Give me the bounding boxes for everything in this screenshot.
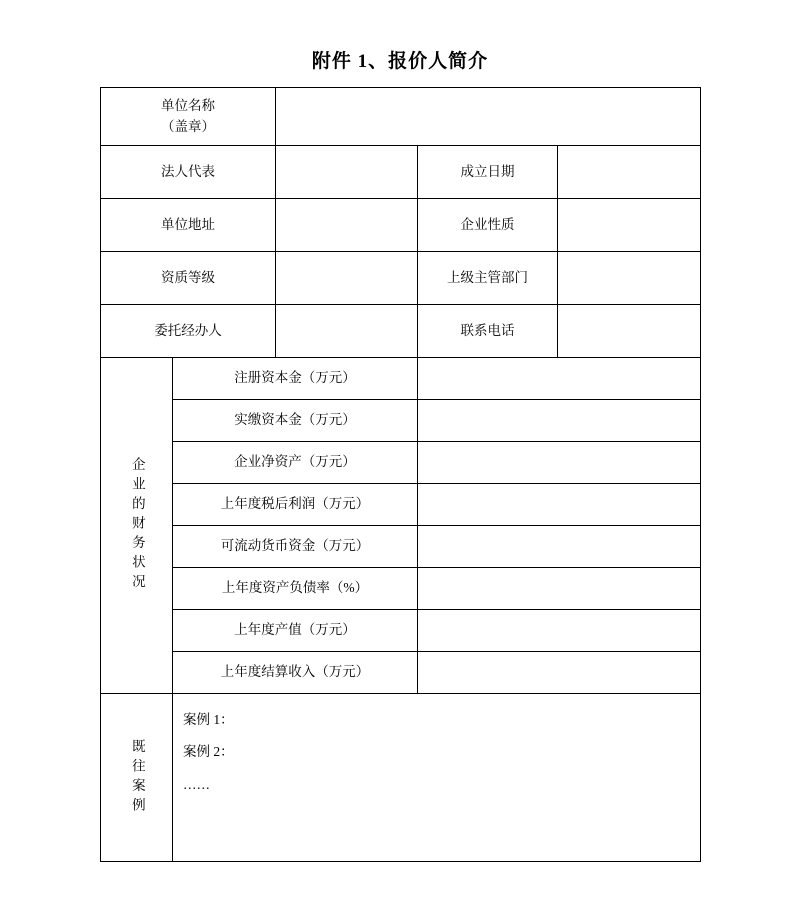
field-label-company-name (101, 88, 276, 146)
section-label-financial-status-text: 企业的财务状况 (129, 457, 145, 594)
case-line-3: …… (183, 776, 210, 792)
section-label-past-cases-text: 既往案例 (129, 738, 145, 817)
table-row (101, 358, 701, 400)
label-line-1: 单位名称 (161, 98, 215, 114)
field-label-enterprise-type: 企业性质 (418, 199, 558, 252)
case-line-2: 案例 2： (183, 744, 234, 760)
field-value-address[interactable] (276, 199, 418, 252)
field-value-output-value[interactable] (418, 610, 701, 652)
field-value-company-name[interactable] (276, 88, 701, 146)
field-label-registered-capital: 注册资本金（万元） (173, 358, 418, 400)
table-row (101, 484, 701, 526)
table-row (101, 694, 701, 862)
field-value-establish-date[interactable] (558, 146, 701, 199)
table-row (101, 610, 701, 652)
table-row (101, 88, 701, 146)
field-label-supervising-dept: 上级主管部门 (418, 252, 558, 305)
label-line-2: （盖章） (161, 118, 215, 134)
table-row (101, 146, 701, 199)
section-label-past-cases (101, 694, 173, 862)
field-label-qualification-grade: 资质等级 (101, 252, 276, 305)
table-row (101, 199, 701, 252)
field-value-debt-ratio[interactable] (418, 568, 701, 610)
field-value-supervising-dept[interactable] (558, 252, 701, 305)
field-value-agent[interactable] (276, 305, 418, 358)
table-row (101, 526, 701, 568)
case-line-1: 案例 1： (183, 712, 234, 727)
field-value-phone[interactable] (558, 305, 701, 358)
field-label-establish-date: 成立日期 (418, 146, 558, 199)
page-title: 附件 1、报价人简介 (311, 51, 489, 72)
field-label-legal-rep: 法人代表 (101, 146, 276, 199)
field-label-agent: 委托经办人 (101, 305, 276, 358)
field-label-address: 单位地址 (101, 199, 276, 252)
field-value-qualification-grade[interactable] (276, 252, 418, 305)
table-row (101, 400, 701, 442)
field-value-net-assets[interactable] (418, 442, 701, 484)
form-table (100, 87, 701, 862)
field-value-after-tax-profit[interactable] (418, 484, 701, 526)
field-value-settlement-income[interactable] (418, 652, 701, 694)
table-row (101, 305, 701, 358)
field-label-debt-ratio: 上年度资产负债率（%） (173, 568, 418, 610)
field-label-output-value: 上年度产值（万元） (173, 610, 418, 652)
field-label-phone: 联系电话 (418, 305, 558, 358)
field-label-settlement-income: 上年度结算收入（万元） (173, 652, 418, 694)
table-row (101, 568, 701, 610)
field-value-paid-in-capital[interactable] (418, 400, 701, 442)
field-label-liquid-funds: 可流动货币资金（万元） (173, 526, 418, 568)
section-label-financial-status (101, 358, 173, 694)
table-row (101, 442, 701, 484)
bidder-profile-form (100, 87, 700, 862)
table-row (101, 252, 701, 305)
field-value-registered-capital[interactable] (418, 358, 701, 400)
field-value-legal-rep[interactable] (276, 146, 418, 199)
field-label-after-tax-profit: 上年度税后利润（万元） (173, 484, 418, 526)
field-label-paid-in-capital: 实缴资本金（万元） (173, 400, 418, 442)
field-value-liquid-funds[interactable] (418, 526, 701, 568)
field-value-enterprise-type[interactable] (558, 199, 701, 252)
field-label-net-assets: 企业净资产（万元） (173, 442, 418, 484)
table-row (101, 652, 701, 694)
field-value-past-cases[interactable] (173, 694, 701, 862)
